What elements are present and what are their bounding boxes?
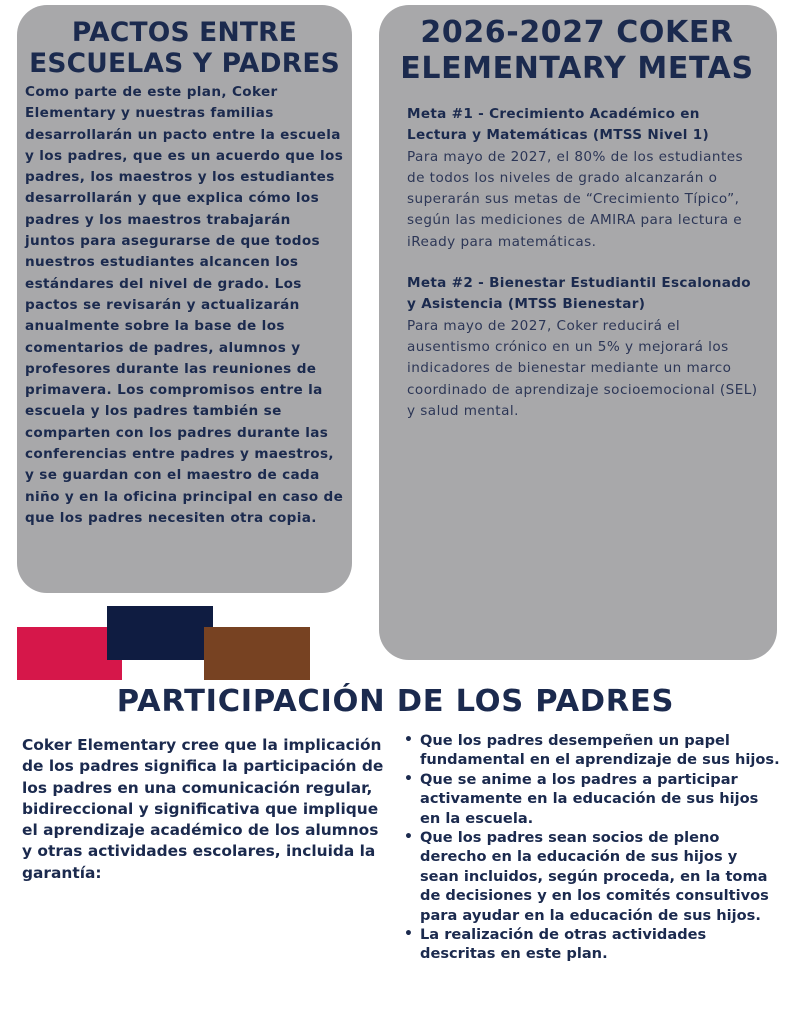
goals-panel — [379, 5, 777, 660]
compact-body-text: Como parte de este plan, Coker Elementary y nuestras familias desarrollarán un pacto entre la escuela y los padres, que es un acuerdo que los padres, los maestros y los estudiantes desarrollarán y que explica cómo los padres y los maestros trabajarán juntos para asegurarse de que todos nuestros estudiantes alcancen los estándares del nivel de grado. Los pactos se revisarán y actualizarán anualmente sobre la base de los comentarios de padres, alumnos y profesores durante las reuniones de primavera. Los compromisos entre la escuela y los padres también se comparten con los padres durante las conferencias entre padres y maestros, y se guardan con el maestro de cada niño y en la oficina principal en caso de que los padres necesiten otra copia. — [25, 84, 344, 526]
list-item — [401, 770, 781, 828]
bullet-icon: • — [404, 770, 413, 787]
bullet-text: Que se anime a los padres a participar activamente en la educación de sus hijos en la escuela. — [420, 770, 759, 827]
bullet-text: Que los padres sean socios de pleno derecho en la educación de sus hijos y sean incluidos, según proceda, en la toma de decisiones y en los comités consultivos para ayudar en la educación de sus hijos. — [420, 829, 769, 924]
bullet-icon: • — [404, 829, 413, 846]
goal-1-heading: Meta #1 - Crecimiento Académico en Lectura y Matemáticas (MTSS Nivel 1) — [407, 106, 709, 144]
list-item — [401, 731, 781, 770]
list-item — [401, 828, 781, 925]
school-parent-compact-panel — [17, 5, 352, 593]
decorative-brown-block — [204, 627, 310, 680]
decorative-navy-block — [107, 606, 213, 660]
participation-intro: Coker Elementary cree que la implicación de los padres significa la participación de los padres en una comunicación regular, bidireccional y significativa que implique el aprendizaje académico de los alumnos y otras actividades escolares, incluida la garantía: — [22, 736, 384, 882]
bullet-icon: • — [404, 926, 413, 943]
goal-2-heading: Meta #2 - Bienestar Estudiantil Escalonado y Asistencia (MTSS Bienestar) — [407, 275, 751, 313]
goals-title: 2026-2027 COKER ELEMENTARY METAS — [400, 15, 754, 86]
compact-title: PACTOS ENTRE ESCUELAS Y PADRES — [29, 17, 340, 79]
bullet-text: Que los padres desempeñen un papel fundamental en el aprendizaje de sus hijos. — [420, 732, 780, 769]
bullet-text: La realización de otras actividades descritas en este plan. — [420, 926, 707, 963]
goal-2-text: Para mayo de 2027, Coker reducirá el ausentismo crónico en un 5% y mejorará los indicadores de bienestar mediante un marco coordinado de aprendizaje socioemocional (SEL) y salud mental. — [407, 317, 758, 419]
participation-title: PARTICIPACIÓN DE LOS PADRES — [116, 684, 675, 719]
goal-1 — [407, 104, 759, 253]
bullet-icon: • — [404, 732, 413, 748]
list-item — [401, 925, 781, 964]
participation-bullet-list — [401, 731, 781, 964]
goal-1-text: Para mayo de 2027, el 80% de los estudiantes de todos los niveles de grado alcanzarán o superarán sus metas de “Crecimiento Típico”, según las mediciones de AMIRA para lectura e iReady para matemáticas. — [407, 148, 744, 250]
goal-2 — [407, 273, 759, 422]
